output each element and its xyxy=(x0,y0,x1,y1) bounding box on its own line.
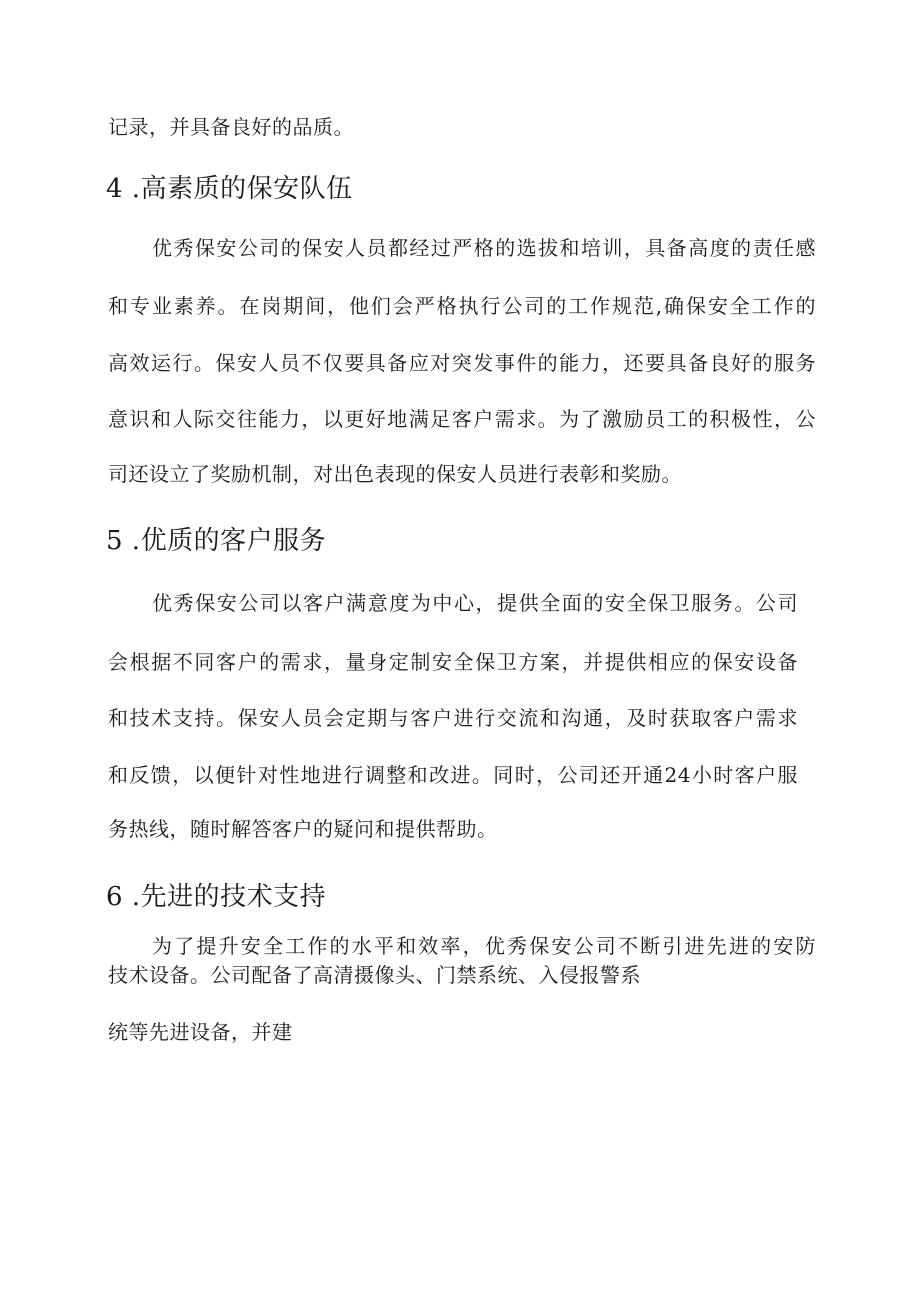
paragraph-line: 统等先进设备，并建 xyxy=(108,1020,293,1044)
paragraph-line: 技术设备。公司配备了高清摄像头、门禁系统、入侵报警系 xyxy=(108,963,641,987)
paragraph-line: 和技术支持。保安人员会定期与客户进行交流和沟通，及时获取客户需求 xyxy=(108,706,798,730)
paragraph-line: 和反馈，以便针对性地进行调整和改进。同时，公司还开通24小时客户服 xyxy=(108,763,798,787)
paragraph-fragment: 记录，并具备良好的品质。 xyxy=(108,115,354,139)
section-heading-6: 6 .先进的技术支持 xyxy=(106,882,327,912)
paragraph-line: 会根据不同客户的需求，量身定制安全保卫方案，并提供相应的保安设备 xyxy=(108,650,798,674)
paragraph-line: 意识和人际交往能力，以更好地满足客户需求。为了激励员工的积极性，公 xyxy=(108,407,816,431)
paragraph-line: 和专业素养。在岗期间，他们会严格执行公司的工作规范,确保安全工作的 xyxy=(108,294,816,318)
paragraph-line: 优秀保安公司以客户满意度为中心，提供全面的安全保卫服务。公司 xyxy=(152,591,798,615)
paragraph-line: 高效运行。保安人员不仅要具备应对突发事件的能力，还要具备良好的服务 xyxy=(108,351,816,375)
paragraph-line: 优秀保安公司的保安人员都经过严格的选拔和培训，具备高度的责任感 xyxy=(152,236,816,260)
paragraph-line: 司还设立了奖励机制，对出色表现的保安人员进行表彰和奖励。 xyxy=(108,462,682,486)
paragraph-line: 务热线，随时解答客户的疑问和提供帮助。 xyxy=(108,817,498,841)
section-heading-4: 4 .高素质的保安队伍 xyxy=(106,174,353,204)
section-heading-5: 5 .优质的客户服务 xyxy=(106,526,327,556)
paragraph-line: 为了提升安全工作的水平和效率，优秀保安公司不断引进先进的安防 xyxy=(152,934,816,958)
